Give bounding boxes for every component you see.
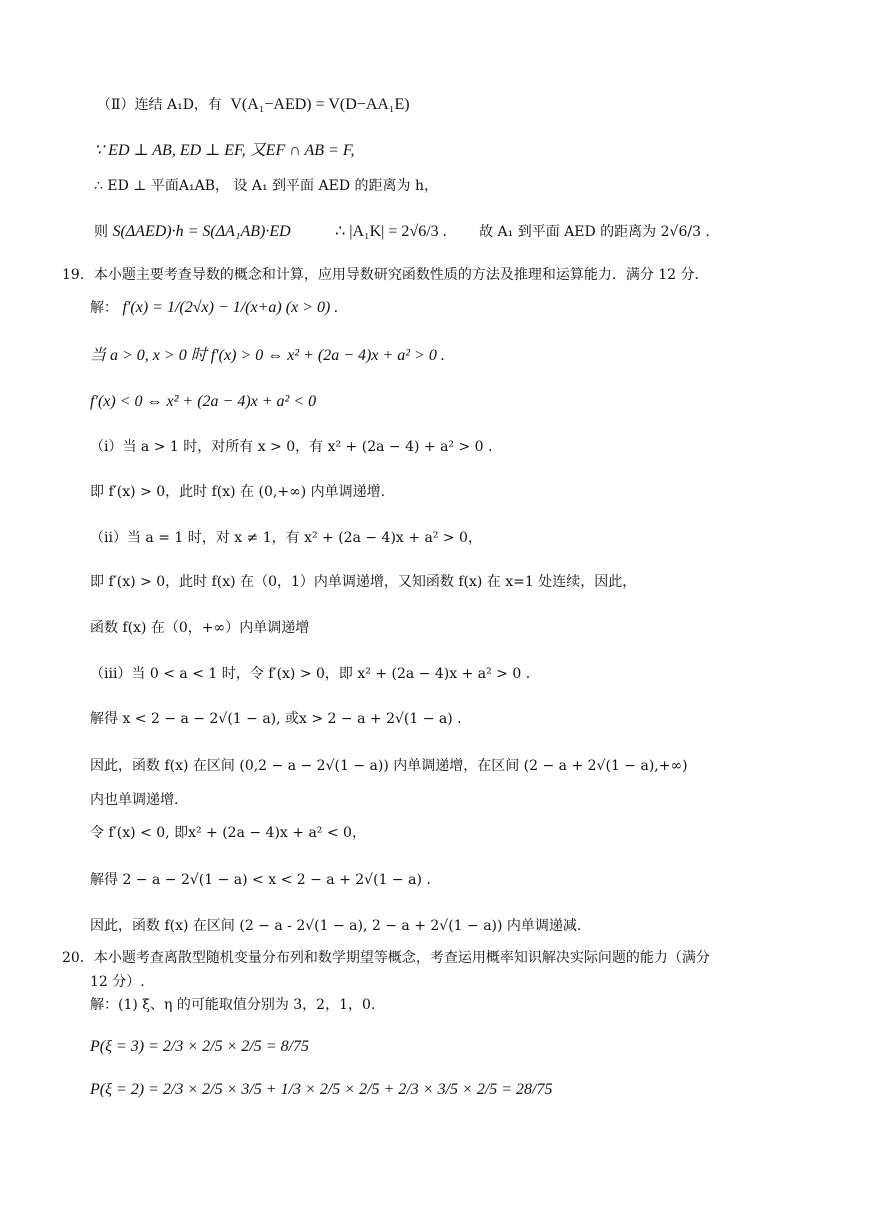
q19-case1: （i）当 a > 1 时，对所有 x > 0，有 x² + (2a − 4) + a² > 0 .: [90, 439, 493, 455]
q19-derivative-formula: f′(x) = 1/(2√x) − 1/(x+a) (x > 0) .: [122, 299, 339, 316]
q20-number: 20．: [62, 950, 94, 966]
part2-volume-formula: V(A₁−AED) = V(D−AA₁E): [230, 96, 410, 113]
q19-case3-negative-result: 因此，函数 f(x) 在区间 (2 − a - 2√(1 − a), 2 − a + 2√(1 − a)) 内单调递减.: [90, 918, 582, 934]
q19-heading: [62, 265, 709, 285]
q19-case3-solution: 解得 x < 2 − a − 2√(1 − a), 或x > 2 − a + 2√(1 − a) .: [90, 711, 462, 727]
q20-heading: [62, 948, 710, 968]
part2-line4-prefix: 则: [94, 224, 108, 240]
q19-case3: （iii）当 0 < a < 1 时，令 f′(x) > 0，即 x² + (2a − 4)x + a² > 0 .: [90, 666, 531, 682]
q19-jie: 解：: [90, 300, 118, 316]
q19-heading-text: 本小题主要考查导数的概念和计算，应用导数研究函数性质的方法及推理和运算能力．满分 12 分．: [93, 267, 709, 283]
q20-heading-cont: 12 分）.: [90, 974, 145, 990]
part2-line3: ∴ ED ⊥ 平面A₁AB， 设 A₁ 到平面 AED 的距离为 h，: [94, 178, 438, 194]
part2-area-formula: S(ΔAED)·h = S(ΔA₁AB)·ED: [112, 223, 291, 240]
q20-p-xi-2: P(ξ = 2) = 2/3 × 2/5 × 3/5 + 1/3 × 2/5 × 2/5 + 2/3 × 3/5 × 2/5 = 28/75: [90, 1081, 553, 1098]
part2-line2: ∵ ED ⊥ AB, ED ⊥ EF, 又EF ∩ AB = F,: [94, 142, 355, 159]
q19-case3-result2: 内也单调递增.: [90, 792, 179, 808]
part2-conclusion: 故 A₁ 到平面 AED 的距离为 2√6/3 .: [479, 224, 710, 240]
q19-case1-result: 即 f′(x) > 0，此时 f(x) 在 (0,+∞) 内单调递增.: [90, 484, 386, 500]
q19-case2: （ii）当 a = 1 时，对 x ≠ 1，有 x² + (2a − 4)x + a² > 0，: [90, 530, 482, 546]
q19-case3-result: 因此，函数 f(x) 在区间 (0,2 − a − 2√(1 − a)) 内单调递增，在区间 (2 − a + 2√(1 − a),+∞): [90, 758, 688, 774]
q19-case3-negative: 令 f′(x) < 0, 即x² + (2a − 4)x + a² < 0，: [90, 825, 366, 841]
q19-case2-result2: 函数 f(x) 在（0，+∞）内单调递增: [90, 620, 310, 636]
q20-solution: 解：(1) ξ、η 的可能取值分别为 3，2，1，0.: [90, 997, 376, 1013]
q19-condition: 当 a > 0, x > 0 时 f′(x) > 0 ⇔ x² + (2a − 4)x + a² > 0 .: [90, 347, 445, 364]
q20-p-xi-3: P(ξ = 3) = 2/3 × 2/5 × 2/5 = 8/75: [90, 1038, 310, 1055]
q19-case3-negative-solution: 解得 2 − a − 2√(1 − a) < x < 2 − a + 2√(1 − a) .: [90, 872, 431, 888]
q19-derivative: [90, 298, 338, 318]
part2-distance-result: ∴ |A₁K| = 2√6/3 .: [335, 223, 447, 240]
q19-case2-result: 即 f′(x) > 0，此时 f(x) 在（0，1）内单调递增，又知函数 f(x) 在 x=1 处连续，因此，: [90, 574, 637, 590]
part2-line4: [94, 222, 710, 242]
q19-negative: f′(x) < 0 ⇔ x² + (2a − 4)x + a² < 0: [90, 393, 317, 410]
part2-line1: [97, 95, 410, 115]
q20-heading-text: 本小题考查离散型随机变量分布列和数学期望等概念，考查运用概率知识解决实际问题的能力（满分: [93, 950, 710, 966]
q19-number: 19．: [62, 267, 94, 283]
part2-line1-text: （Ⅱ）连结 A₁D，有: [97, 97, 222, 113]
